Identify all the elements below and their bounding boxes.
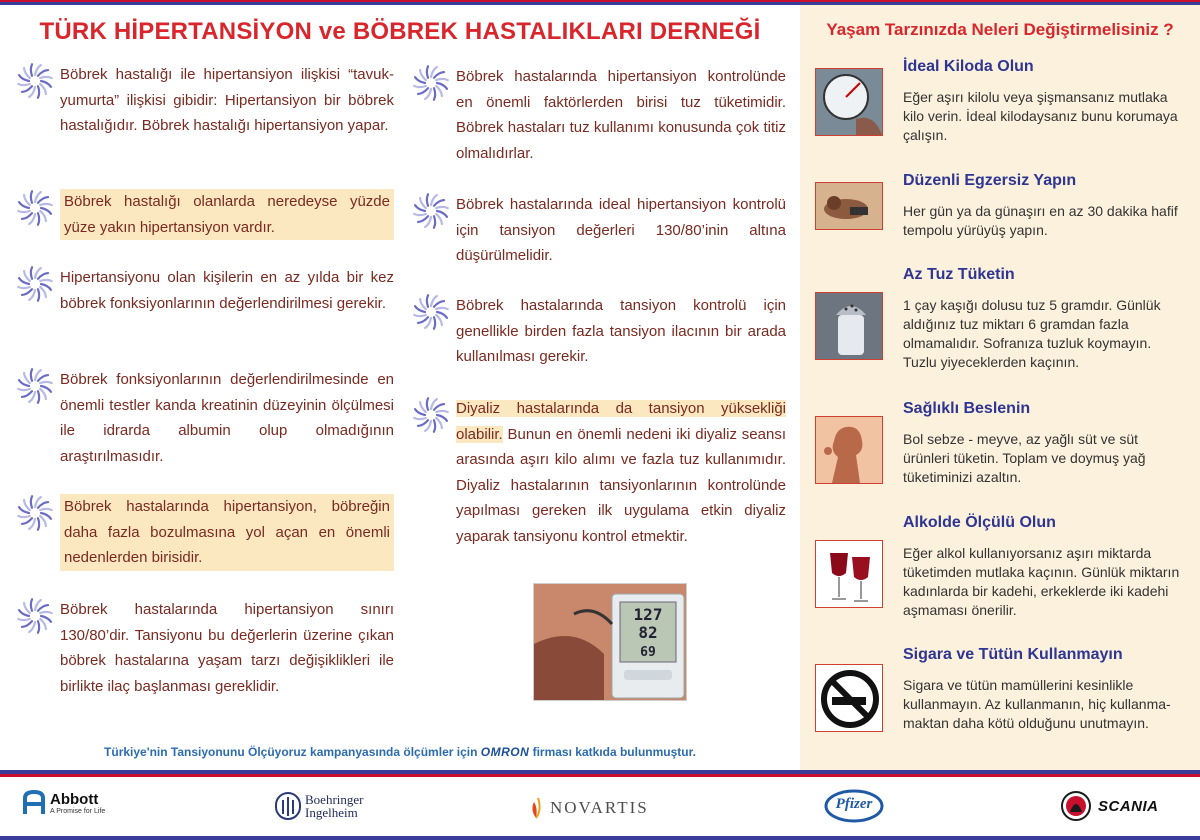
item-text: Böbrek hastalığı olanlarda neredeyse yüzde yüze yakın hipertansiyon vardır. — [60, 189, 394, 240]
burst-bullet-icon — [14, 597, 60, 637]
eating-silhouette-icon — [815, 416, 883, 484]
list-item — [14, 597, 394, 699]
list-item — [14, 62, 394, 139]
item-text: Böbrek fonksiyonlarının değerlendirilmesinde en önemli testler kanda kreatinin düzeyinin ölçülmesi ile idrarda albumin olup olmadığının araştırılmasıdır. — [60, 371, 394, 465]
novartis-icon — [528, 796, 544, 820]
burst-bullet-icon — [14, 62, 60, 102]
pfizer-logo: Pfizer — [824, 788, 884, 824]
tip-body: Sigara ve tütün mamüllerini kesinlikle kullanmayın. Az kullanmanın, hiç kullanma-maktan daha kötü olduğunu unutmayın. — [903, 677, 1171, 731]
list-item — [410, 396, 786, 549]
no-smoking-icon — [815, 664, 883, 732]
tip-heading: Az Tuz Tüketin — [903, 266, 1015, 283]
blood-pressure-monitor-icon — [534, 584, 687, 701]
tip-body: Bol sebze - meyve, az yağlı süt ve süt ürünleri tüketin. Toplam ve doymuş yağ tüketiminizi azaltın. — [903, 431, 1146, 485]
burst-bullet-icon — [410, 396, 456, 436]
scania-logo: SCANIA — [1060, 790, 1159, 822]
burst-bullet-icon — [410, 293, 456, 333]
list-item — [410, 64, 786, 166]
boehringer-icon — [275, 792, 301, 820]
burst-bullet-icon — [14, 189, 60, 229]
monitor-sys: 127 — [633, 605, 663, 624]
omron-brand: OMRON — [480, 745, 530, 759]
tip-heading: Alkolde Ölçülü Olun — [903, 514, 1056, 531]
burst-bullet-icon — [410, 64, 456, 104]
tip-body: Eğer alkol kullanıyorsanız aşırı miktarda tüketimden mutlaka kaçının. Günlük miktarın kadınlarda bir kadehi, erkeklerde iki kadehi aşmaması önerilir. — [903, 545, 1180, 618]
abbott-logo: Abbott A Promise for Life — [22, 790, 105, 816]
burst-bullet-icon — [14, 265, 60, 305]
abbott-icon — [22, 790, 46, 816]
item-text: Böbrek hastalarında hipertansiyon sınırı 130/80’dir. Tansiyonu bu değerlerin üzerine çıkan böbrek hastalarına yaşam tarzı değişiklikleri ile birlikte ilaç başlanması gereklidir. — [60, 601, 394, 695]
tip-heading: Düzenli Egzersiz Yapın — [903, 172, 1077, 189]
blood-pressure-photo — [533, 583, 687, 701]
tip-heading: Sigara ve Tütün Kullanmayın — [903, 646, 1123, 663]
salt-shaker-icon — [815, 292, 883, 360]
scale-icon — [815, 68, 883, 136]
exercise-icon — [815, 182, 883, 230]
list-item — [14, 265, 394, 316]
list-item — [14, 367, 394, 469]
footer-color-bar — [0, 770, 1200, 778]
monitor-dia: 82 — [638, 623, 658, 642]
list-item — [410, 192, 786, 269]
item-text-rest: Bunun en önemli nedeni iki diyaliz seansı arasında aşırı kilo alımı ve fazla tuz kullanımıdır. Diyaliz hastalarının tansiyonlarının kontrolünde yapılması gereken ilk uygulama etkin diyaliz yaparak tansiyonu kontrol etmektir. — [456, 425, 786, 545]
tip-body: Her gün ya da günaşırı en az 30 dakika hafif tempolu yürüyüş yapın. — [903, 203, 1178, 238]
sponsor-logos — [0, 778, 1200, 834]
list-item — [410, 293, 786, 370]
list-item — [14, 189, 394, 240]
item-text: Böbrek hastalarında hipertansiyon, böbreğin daha fazla bozulmasına yol açan en önemli nedenlerden birisidir. — [60, 494, 394, 571]
lifestyle-title: Yaşam Tarzınızda Neleri Değiştirmelisiniz ? — [826, 20, 1174, 39]
sponsor-note: Türkiye'nin Tansiyonunu Ölçüyoruz kampanyasında ölçümler için OMRON firması katkıda bulunmuştur. — [104, 745, 696, 759]
bottom-color-bar — [0, 836, 1200, 840]
page-title: TÜRK HİPERTANSİYON ve BÖBREK HASTALIKLARI DERNEĞİ — [39, 18, 761, 45]
burst-bullet-icon — [410, 192, 456, 232]
burst-bullet-icon — [14, 494, 60, 534]
item-text — [456, 396, 786, 549]
tip-body: 1 çay kaşığı dolusu tuz 5 gramdır. Günlük aldığınız tuz miktarı 6 gramdan fazla olmamalıdır. Sofranıza tuzluk koymayın. Tuzlu yiyeceklerden kaçının. — [903, 297, 1161, 370]
item-text: Böbrek hastalarında tansiyon kontrolü için genellikle birden fazla tansiyon ilacının bir arada kullanılması gerekir. — [456, 297, 786, 365]
item-text: Böbrek hastalığı ile hipertansiyon ilişkisi “tavuk-yumurta” ilişkisi gibidir: Hipertansiyon bir böbrek hastalığıdır. Böbrek hastalığı hipertansiyon yapar. — [60, 66, 394, 134]
wine-glasses-icon — [815, 540, 883, 608]
list-item — [14, 494, 394, 571]
boehringer-logo: Boehringer Ingelheim — [275, 792, 363, 820]
tip-heading: İdeal Kiloda Olun — [903, 58, 1034, 75]
highlighted-text: Diyaliz hastalarında da tansiyon yüksekliği olabilir. — [456, 400, 786, 443]
tip-body: Eğer aşırı kilolu veya şişmansanız mutlaka kilo verin. İdeal kilodaysanız bunu korumaya çalışın. — [903, 89, 1178, 143]
monitor-pulse: 69 — [640, 645, 656, 660]
novartis-logo: NOVARTIS — [528, 796, 649, 820]
item-text: Hipertansiyonu olan kişilerin en az yılda bir kez böbrek fonksiyonlarının değerlendirilmesi gerekir. — [60, 269, 394, 312]
tip-heading: Sağlıklı Beslenin — [903, 400, 1031, 417]
item-text: Böbrek hastalarında ideal hipertansiyon kontrolü için tansiyon değerleri 130/80’inin altına düşürülmelidir. — [456, 196, 786, 264]
burst-bullet-icon — [14, 367, 60, 407]
scania-griffin-icon — [1060, 790, 1092, 822]
item-text: Böbrek hastalarında hipertansiyon kontrolünde en önemli faktörlerden birisi tuz tüketimidir. Böbrek hastaları tuz kullanımı konusunda çok titiz olmalıdırlar. — [456, 68, 786, 162]
